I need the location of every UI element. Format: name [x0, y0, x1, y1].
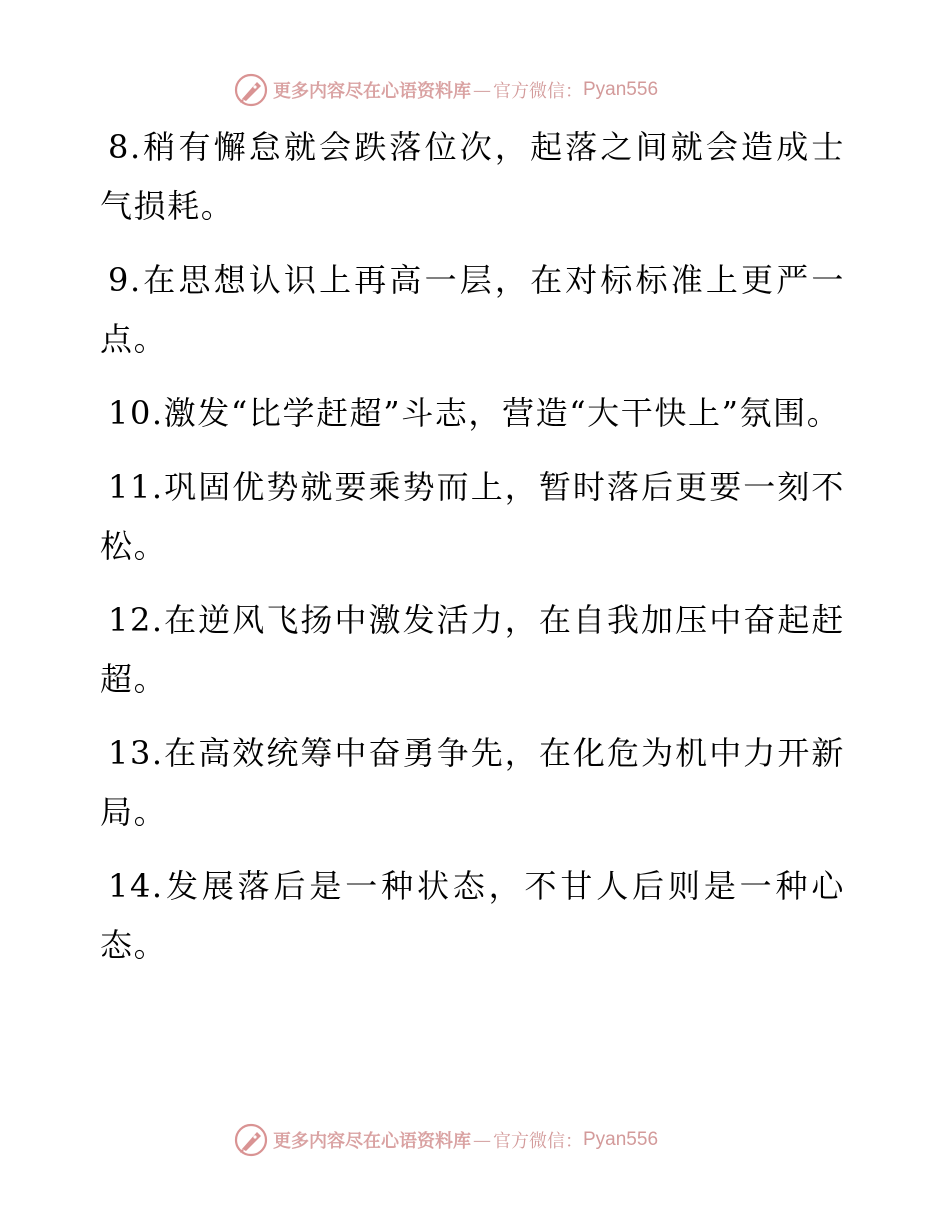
item-number: 12. [108, 601, 164, 639]
list-item [100, 118, 845, 236]
item-text: 在高效统筹中奋勇争先，在化危为机中力开新局。 [100, 734, 845, 831]
item-text: 巩固优势就要乘势而上，暂时落后更要一刻不松。 [100, 468, 845, 565]
item-number: 13. [108, 734, 164, 772]
footer-separator: — [473, 1129, 491, 1151]
list-item [100, 591, 845, 709]
list-item [100, 724, 845, 842]
header-banner [233, 70, 658, 110]
header-wechat-id: Pyan556 [583, 79, 659, 100]
item-number: 9. [108, 261, 142, 299]
item-number: 10. [108, 394, 164, 432]
pen-circle-logo-icon [233, 1122, 269, 1158]
item-text: 激发“比学赶超”斗志，营造“大干快上”氛围。 [163, 394, 841, 432]
footer-banner-text: 更多内容尽在心语资料库 [273, 1131, 471, 1152]
item-text: 在思想认识上再高一层，在对标标准上更严一点。 [100, 261, 845, 358]
list-item [100, 384, 845, 443]
footer-banner [233, 1120, 658, 1160]
list-item [100, 251, 845, 369]
list-item [100, 458, 845, 576]
header-banner-text: 更多内容尽在心语资料库 [273, 81, 471, 102]
quote-list [100, 118, 845, 990]
header-wechat-label: 官方微信： [493, 81, 583, 102]
list-item [100, 857, 845, 975]
footer-wechat-id: Pyan556 [583, 1129, 659, 1150]
pen-circle-logo-icon [233, 72, 269, 108]
footer-wechat-label: 官方微信： [493, 1131, 583, 1152]
item-number: 11. [108, 468, 164, 506]
item-text: 发展落后是一种状态，不甘人后则是一种心态。 [100, 867, 845, 964]
header-separator: — [473, 79, 491, 101]
item-number: 14. [108, 867, 164, 905]
item-text: 稍有懈怠就会跌落位次，起落之间就会造成士气损耗。 [100, 128, 845, 225]
item-text: 在逆风飞扬中激发活力，在自我加压中奋起赶超。 [100, 601, 845, 698]
item-number: 8. [108, 128, 142, 166]
